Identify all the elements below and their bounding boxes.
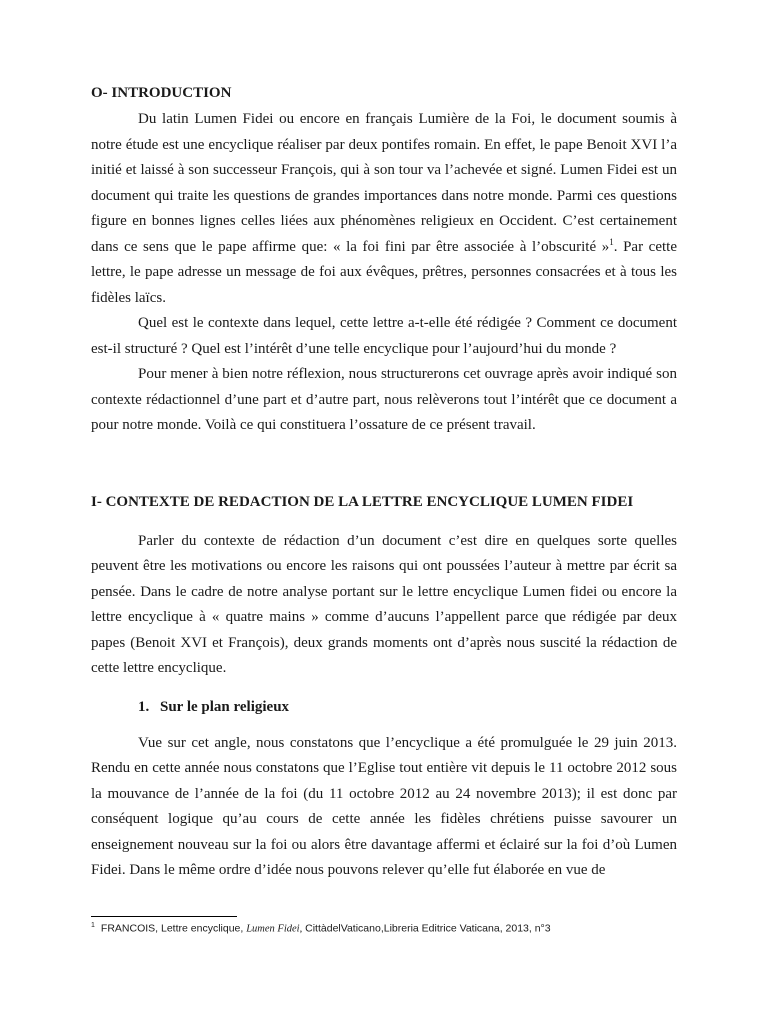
intro-paragraph-1-text-b: . Par cette lettre, le pape adresse un message de foi aux évêques, prêtres, personnes consacrées et à tous les fidèles laïcs. (91, 238, 677, 306)
intro-paragraph-1-text-a: Du latin Lumen Fidei ou encore en français Lumière de la Foi, le document soumis à notre étude est une encyclique réaliser par deux pontifes romain. En effet, le pape Benoit XVI l’a initié et laissé à son successeur François, qui à son tour va l’achevée et signé. Lumen Fidei est un document qui traite les questions de grandes importances dans notre monde. Parmi ces questions figure en bonnes lignes celles liées aux phénomènes religieux en Occident. C’est certainement dans ce sens que le pape affirme que: « la foi fini par être associée à l’obscurité » (91, 111, 677, 255)
subsection-number: 1. (138, 698, 150, 715)
section-1-paragraph-1: Parler du contexte de rédaction d’un document c’est dire en quelques sorte quelles peuvent être les motivations ou encore les raisons qui ont poussées l’auteur à mettre par écrit sa pensée. Dans le cadre de notre analyse portant sur le lettre encyclique Lumen fidei ou encore la lettre encyclique à « quatre mains » comme d’aucuns l’appellent parce que rédigée par deux papes (Benoit XVI et François), deux grands moments ont d’après nous suscité la rédaction de cette lettre encyclique. (91, 532, 677, 676)
subsection-title: Sur le plan religieux (160, 698, 290, 715)
footnote-italic-title: Lumen Fidei, (246, 923, 303, 935)
intro-heading: O- INTRODUCTION (91, 85, 232, 101)
footnote (91, 922, 691, 935)
intro-paragraph-2: Quel est le contexte dans lequel, cette lettre a-t-elle été rédigée ? Comment ce document est-il structuré ? Quel est l’intérêt d’une telle encyclique pour l’aujourd’hui du monde ? (91, 315, 677, 357)
footnote-separator (91, 916, 237, 917)
section-1-heading: I- CONTEXTE DE REDACTION DE LA LETTRE ENCYCLIQUE LUMEN FIDEI (91, 493, 634, 510)
section-1-paragraph-2: Vue sur cet angle, nous constatons que l’encyclique a été promulguée le 29 juin 2013. Rendu en cette année nous constatons que l’Eglise tout entière vit depuis le 11 octobre 2012 sous la mouvance de l’année de la foi (du 11 octobre 2012 au 24 novembre 2013); il est donc par conséquent logique qu’au cours de cette année les fidèles chrétiens puisse savourer un enseignement nouveau sur la foi ou alors être davantage affermi et éclairé sur la foi d’où Lumen Fidei. Dans le même ordre d’idée nous pouvons relever qu’elle fut élaborée en vue de (91, 734, 677, 878)
footnote-ref: 1 (609, 236, 614, 247)
footnote-number: 1 (91, 922, 95, 929)
footnote-text-a: FRANCOIS, Lettre encyclique, (100, 922, 244, 935)
footnote-text-b: CittàdelVaticano,Libreria Editrice Vaticana, 2013, n°3 (305, 922, 551, 935)
subsection-1-heading (91, 697, 677, 717)
intro-paragraph-3: Pour mener à bien notre réflexion, nous structurerons cet ouvrage après avoir indiqué son contexte rédactionnel d’une part et d’autre part, nous relèverons tout l’intérêt que ce document a pour notre monde. Voilà ce qui constituera l’ossature de ce présent travail. (91, 366, 677, 433)
intro-paragraph-1 (91, 107, 677, 311)
page-body (91, 83, 677, 884)
